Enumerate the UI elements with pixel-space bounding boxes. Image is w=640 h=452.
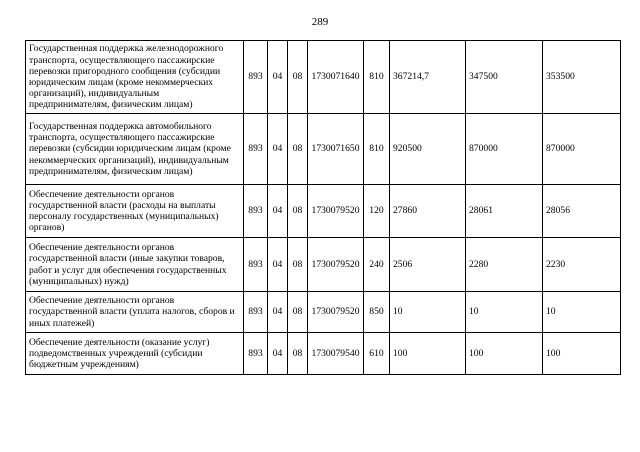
ministry-code-cell: 893 (244, 333, 268, 375)
sum-year-2-cell: 28061 (466, 185, 543, 238)
ministry-code-cell: 893 (244, 41, 268, 114)
target-article-cell: 1730079540 (308, 333, 364, 375)
expense-name-cell: Обеспечение деятельности органов государственной власти (расходы на выплаты персоналу государственных (муниципальных) органов) (26, 185, 244, 238)
table-row (26, 292, 621, 333)
expense-name-cell: Обеспечение деятельности органов государственной власти (иные закупки товаров, работ и услуг для обеспечения государственных (муниципальных) нужд) (26, 238, 244, 292)
expense-type-cell: 850 (364, 292, 390, 333)
section-code-cell: 04 (268, 292, 288, 333)
expense-type-cell: 810 (364, 41, 390, 114)
sum-year-3-cell: 2230 (543, 238, 621, 292)
expense-name-cell: Обеспечение деятельности органов государственной власти (уплата налогов, сборов и иных платежей) (26, 292, 244, 333)
sum-year-2-cell: 10 (466, 292, 543, 333)
sum-year-3-cell: 100 (543, 333, 621, 375)
section-code-cell: 04 (268, 185, 288, 238)
table-row (26, 238, 621, 292)
sum-year-2-cell: 100 (466, 333, 543, 375)
target-article-cell: 1730079520 (308, 185, 364, 238)
expense-name-cell: Государственная поддержка железнодорожного транспорта, осуществляющего пассажирские перевозки пригородного сообщения (субсидии юридическим лицам (кроме некоммерческих организаций), индивидуальным предпринимателям, физическим лицам) (26, 41, 244, 114)
sum-year-3-cell: 28056 (543, 185, 621, 238)
subsection-code-cell: 08 (288, 333, 308, 375)
table-row (26, 333, 621, 375)
table-row (26, 114, 621, 185)
section-code-cell: 04 (268, 238, 288, 292)
page-number: 289 (311, 16, 329, 28)
section-code-cell: 04 (268, 333, 288, 375)
sum-year-1-cell: 920500 (390, 114, 466, 185)
expense-type-cell: 810 (364, 114, 390, 185)
table-row (26, 185, 621, 238)
sum-year-1-cell: 2506 (390, 238, 466, 292)
section-code-cell: 04 (268, 41, 288, 114)
target-article-cell: 1730071650 (308, 114, 364, 185)
budget-table (25, 40, 621, 375)
expense-name-cell: Обеспечение деятельности (оказание услуг) подведомственных учреждений (субсидии бюджетным учреждениям) (26, 333, 244, 375)
ministry-code-cell: 893 (244, 292, 268, 333)
sum-year-2-cell: 2280 (466, 238, 543, 292)
sum-year-1-cell: 10 (390, 292, 466, 333)
ministry-code-cell: 893 (244, 185, 268, 238)
ministry-code-cell: 893 (244, 238, 268, 292)
sum-year-2-cell: 347500 (466, 41, 543, 114)
expense-type-cell: 240 (364, 238, 390, 292)
ministry-code-cell: 893 (244, 114, 268, 185)
target-article-cell: 1730079520 (308, 238, 364, 292)
sum-year-1-cell: 27860 (390, 185, 466, 238)
sum-year-1-cell: 100 (390, 333, 466, 375)
sum-year-2-cell: 870000 (466, 114, 543, 185)
subsection-code-cell: 08 (288, 238, 308, 292)
subsection-code-cell: 08 (288, 41, 308, 114)
sum-year-3-cell: 10 (543, 292, 621, 333)
subsection-code-cell: 08 (288, 185, 308, 238)
sum-year-3-cell: 353500 (543, 41, 621, 114)
table-row (26, 41, 621, 114)
target-article-cell: 1730071640 (308, 41, 364, 114)
target-article-cell: 1730079520 (308, 292, 364, 333)
sum-year-3-cell: 870000 (543, 114, 621, 185)
subsection-code-cell: 08 (288, 292, 308, 333)
sum-year-1-cell: 367214,7 (390, 41, 466, 114)
expense-type-cell: 610 (364, 333, 390, 375)
section-code-cell: 04 (268, 114, 288, 185)
subsection-code-cell: 08 (288, 114, 308, 185)
expense-name-cell: Государственная поддержка автомобильного транспорта, осуществляющего пассажирские перевозки (субсидии юридическим лицам (кроме некоммерческих организаций), индивидуальным предпринимателям, физическим лицам) (26, 114, 244, 185)
expense-type-cell: 120 (364, 185, 390, 238)
